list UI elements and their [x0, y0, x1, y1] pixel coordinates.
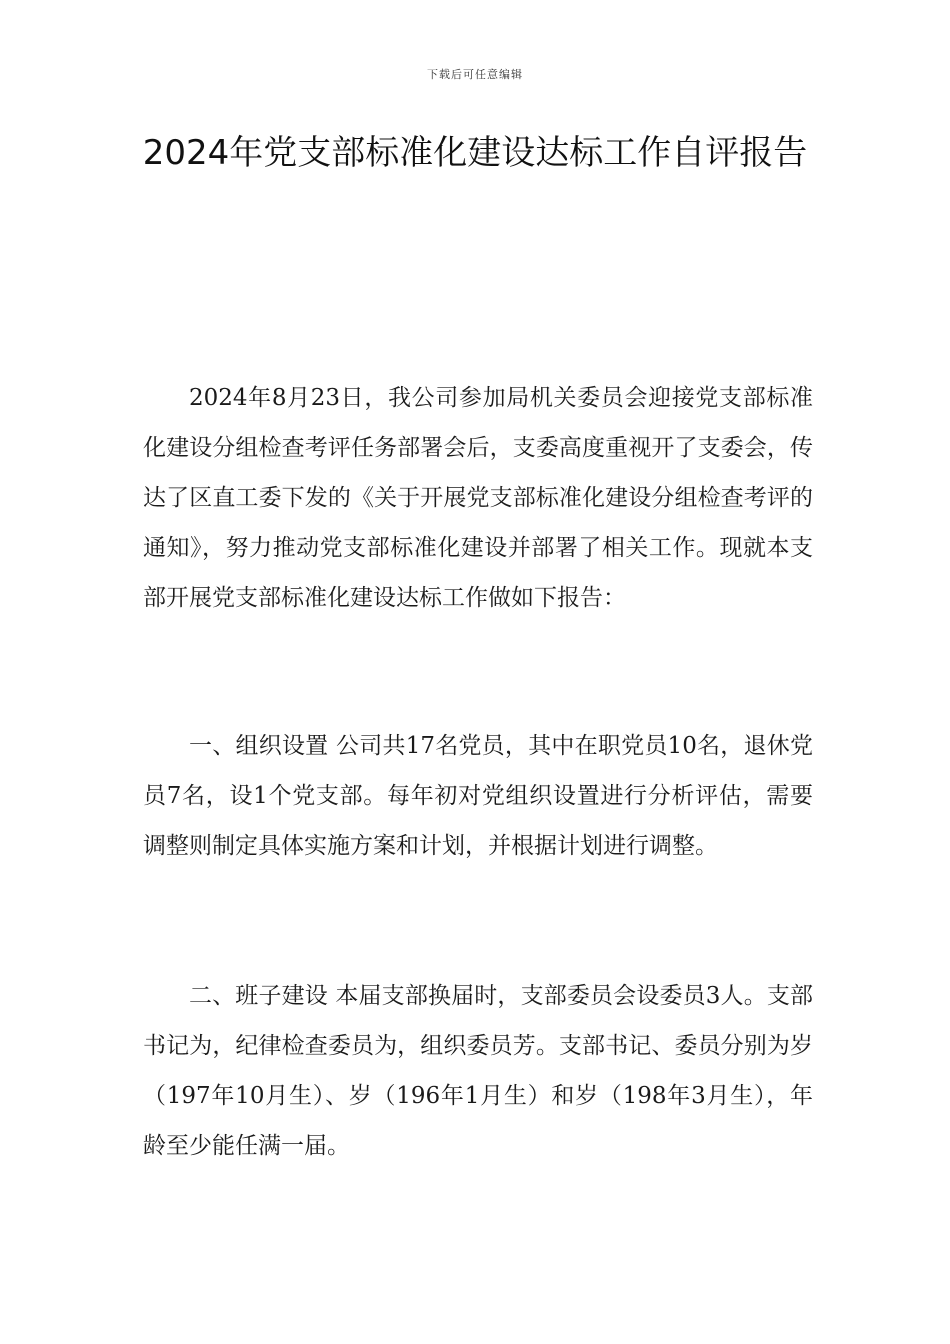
- intro-paragraph-text: 2024年8月23日，我公司参加局机关委员会迎接党支部标准化建设分组检查考评任务部署会后，支委高度重视开了支委会，传达了区直工委下发的《关于开展党支部标准化建设分组检查考评的通知》，努力推动党支部标准化建设并部署了相关工作。现就本支部开展党支部标准化建设达标工作做如下报告：: [143, 385, 813, 611]
- section-leadership-text: 本届支部换届时，支部委员会设委员3人。支部书记为，纪律检查委员为，组织委员芳。支部书记、委员分别为岁（197年10月生）、岁（196年1月生）和岁（198年3月生），年龄至少能任满一届。: [143, 983, 814, 1159]
- watermark-text: 下载后可任意编辑: [427, 68, 523, 81]
- section-leadership-paragraph: [143, 971, 813, 1171]
- intro-paragraph: [143, 373, 813, 623]
- section-organization-paragraph: [143, 721, 813, 871]
- section-organization-heading: 一、组织设置: [189, 733, 329, 759]
- section-leadership-heading: 二、班子建设: [189, 983, 328, 1009]
- document-title: 2024年党支部标准化建设达标工作自评报告: [142, 133, 808, 173]
- section-organization-text: 公司共17名党员，其中在职党员10名，退休党员7名，设1个党支部。每年初对党组织设置进行分析评估，需要调整则制定具体实施方案和计划，并根据计划进行调整。: [143, 733, 814, 859]
